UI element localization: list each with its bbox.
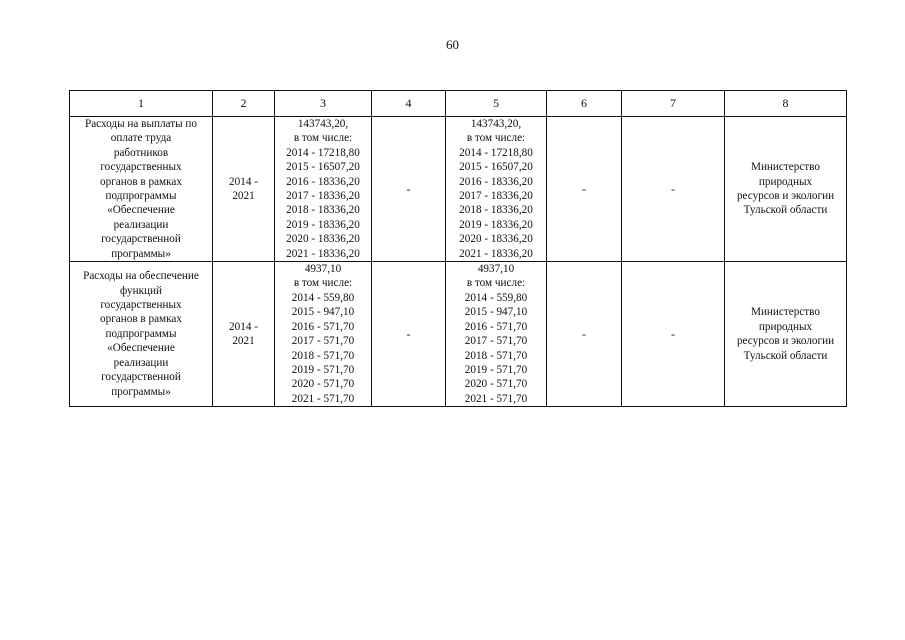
expense-description-line: «Обеспечение [107,204,175,217]
expense-description-line: Расходы на обеспечение [83,270,199,283]
executor-cell-line: Тульской области [743,349,828,362]
budget-amount-cell-line: 2021 - 18336,20 [459,247,533,260]
budget-amount-cell-line: 2018 - 571,70 [464,349,528,362]
executor-cell [725,117,847,262]
executor-cell-line: природных [758,320,813,333]
period-cell [213,262,275,407]
budget-amount-cell-line: в том числе: [466,132,526,145]
expense-description-line: Расходы на выплаты по [84,118,198,130]
total-amount-cell-line: 2021 - 18336,20 [286,247,360,260]
total-amount-cell-line: 4937,10 [304,263,342,276]
budget-amount-cell-line: 2018 - 18336,20 [459,204,533,217]
budget-amount-cell-line: 2015 - 947,10 [464,306,528,319]
budget-amount-cell-line: 143743,20, [470,118,522,130]
total-amount-cell-line: 2017 - 571,70 [291,335,355,348]
expense-description-line: государственных [100,161,182,174]
expense-description-line: подпрограммы [105,327,177,340]
column-7-cell: - [622,262,725,407]
budget-amount-cell-line: 2019 - 18336,20 [459,218,533,231]
expense-description-line: функций [120,284,162,297]
executor-cell-line: Тульской области [743,204,828,217]
header-cell-1: 1 [70,91,213,117]
executor-cell-line: природных [758,175,813,188]
executor-cell-line: Министерство [751,306,820,319]
header-cell-3: 3 [275,91,372,117]
total-amount-cell-line: 2014 - 17218,80 [286,146,360,159]
column-6-cell: - [547,117,622,262]
expense-description-line: работников [113,146,169,159]
expense-description-line: реализации [113,356,169,369]
column-6-cell: - [547,262,622,407]
total-amount-cell-line: 2019 - 571,70 [291,363,355,376]
executor-cell-line: Министерство [751,161,820,174]
period-cell-line: 2014 - [229,320,258,333]
header-cell-2: 2 [213,91,275,117]
period-cell-line: 2021 [232,335,255,348]
total-amount-cell-line: 2019 - 18336,20 [286,218,360,231]
total-amount-cell-line: в том числе: [293,132,353,145]
column-4-cell: - [372,262,446,407]
total-amount-cell-line: 2018 - 571,70 [291,349,355,362]
expense-description-line: реализации [113,218,169,231]
total-amount-cell-line: 143743,20, [297,118,349,130]
expense-description-line: органов в рамках [100,313,182,326]
total-amount-cell-line: 2015 - 947,10 [291,306,355,319]
expense-description-line: программы» [111,247,171,260]
period-cell [213,117,275,262]
period-cell-line: 2014 - [229,175,258,188]
expense-description-line: государственных [100,299,182,312]
budget-amount-cell-line: 2020 - 18336,20 [459,233,533,246]
table-header-row [70,91,847,117]
budget-amount-cell-line: 4937,10 [477,263,515,276]
budget-amount-cell-line: 2016 - 18336,20 [459,175,533,188]
period-cell-line: 2021 [232,190,255,203]
header-cell-8: 8 [725,91,847,117]
header-cell-4: 4 [372,91,446,117]
budget-amount-cell [446,262,547,407]
column-7-cell: - [622,117,725,262]
expense-description-line: подпрограммы [105,190,177,203]
header-cell-5: 5 [446,91,547,117]
total-amount-cell [275,117,372,262]
expense-description [70,117,213,262]
total-amount-cell-line: 2016 - 571,70 [291,320,355,333]
total-amount-cell-line: в том числе: [293,277,353,290]
total-amount-cell-line: 2016 - 18336,20 [286,175,360,188]
expense-description-line: «Обеспечение [107,342,175,355]
header-cell-6: 6 [547,91,622,117]
executor-cell-line: ресурсов и экологии [736,335,835,348]
expense-description-line: государственной [101,233,181,246]
total-amount-cell-line: 2020 - 571,70 [291,378,355,391]
expense-description-line: оплате труда [110,132,172,145]
total-amount-cell-line: 2017 - 18336,20 [286,190,360,203]
budget-amount-cell-line: 2020 - 571,70 [464,378,528,391]
total-amount-cell-line: 2014 - 559,80 [291,291,355,304]
executor-cell [725,262,847,407]
expense-description-line: государственной [101,371,181,384]
total-amount-cell-line: 2021 - 571,70 [291,392,355,405]
budget-table [69,90,847,407]
page-number: 60 [446,37,459,52]
total-amount-cell [275,262,372,407]
budget-amount-cell-line: 2021 - 571,70 [464,392,528,405]
budget-amount-cell-line: 2014 - 559,80 [464,291,528,304]
executor-cell-line: ресурсов и экологии [736,190,835,203]
budget-amount-cell-line: 2017 - 571,70 [464,335,528,348]
expense-description [70,262,213,407]
table-row [70,117,847,262]
budget-amount-cell-line: 2017 - 18336,20 [459,190,533,203]
total-amount-cell-line: 2018 - 18336,20 [286,204,360,217]
budget-amount-cell-line: 2016 - 571,70 [464,320,528,333]
budget-amount-cell-line: 2015 - 16507,20 [459,161,533,174]
budget-amount-cell [446,117,547,262]
budget-amount-cell-line: 2019 - 571,70 [464,363,528,376]
budget-amount-cell-line: 2014 - 17218,80 [459,146,533,159]
budget-amount-cell-line: в том числе: [466,277,526,290]
header-cell-7: 7 [622,91,725,117]
table-row [70,262,847,407]
total-amount-cell-line: 2015 - 16507,20 [286,161,360,174]
expense-description-line: программы» [111,385,171,398]
total-amount-cell-line: 2020 - 18336,20 [286,233,360,246]
column-4-cell: - [372,117,446,262]
expense-description-line: органов в рамках [100,175,182,188]
